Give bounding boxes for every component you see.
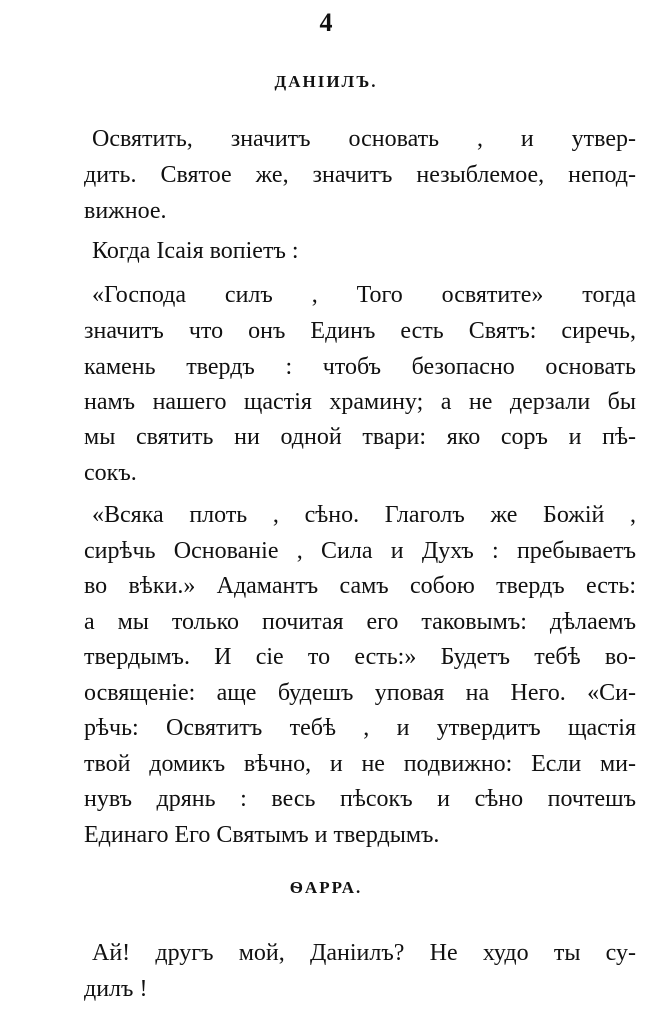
text-line: мы святить ни одной твари: яко соръ и пѣ- xyxy=(84,424,636,450)
text-line: намъ нашего щастія храмину; а не дерзали бы xyxy=(84,389,636,415)
text-line: Единаго Его Святымъ и твердымъ. xyxy=(84,822,440,848)
text-line: освященіе: аще будешъ уповая на Него. «Си- xyxy=(84,680,636,706)
text-line: твой домикъ вѣчно, и не подвижно: Если ми- xyxy=(84,751,636,777)
text-line: сокъ. xyxy=(84,460,137,486)
text-line: во вѣки.» Адамантъ самъ собою твердъ есть: xyxy=(84,573,636,599)
text-line: вижное. xyxy=(84,198,167,224)
text-line: Когда Ісаія вопіетъ : xyxy=(92,238,299,264)
text-line: «Всяка плоть , сѣно. Глаголъ же Божій , xyxy=(92,502,636,528)
text-line: «Господа силъ , Того освятите» тогда xyxy=(92,282,636,308)
text-line: а мы только почитая его таковымъ: дѣлаемъ xyxy=(84,609,636,635)
text-line: твердымъ. И сіе то есть:» Будетъ тебѣ во- xyxy=(84,644,636,670)
speaker-heading-farra: ѲАРРА. xyxy=(289,878,363,897)
text-line: сирѣчь Основаніе , Сила и Духъ : пребываетъ xyxy=(84,538,636,564)
text-line: камень твердъ : чтобъ безопасно основать xyxy=(84,354,636,380)
page-number: 4 xyxy=(319,8,333,37)
text-line: значитъ что онъ Единъ есть Святъ: сиречь, xyxy=(84,318,636,344)
text-line: нувъ дрянь : весь пѣсокъ и сѣно почтешъ xyxy=(84,786,636,812)
text-line: дить. Святое же, значитъ незыблемое, непод- xyxy=(84,162,636,188)
text-line: рѣчь: Освятитъ тебѣ , и утвердитъ щастія xyxy=(84,715,636,741)
speaker-heading-daniel: ДАНІИЛЪ. xyxy=(274,72,378,91)
text-line: Ай! другъ мой, Даніилъ? Не худо ты су- xyxy=(92,940,636,966)
text-line: дилъ ! xyxy=(84,976,148,1002)
text-line: Освятить, значитъ основать , и утвер- xyxy=(92,126,636,152)
